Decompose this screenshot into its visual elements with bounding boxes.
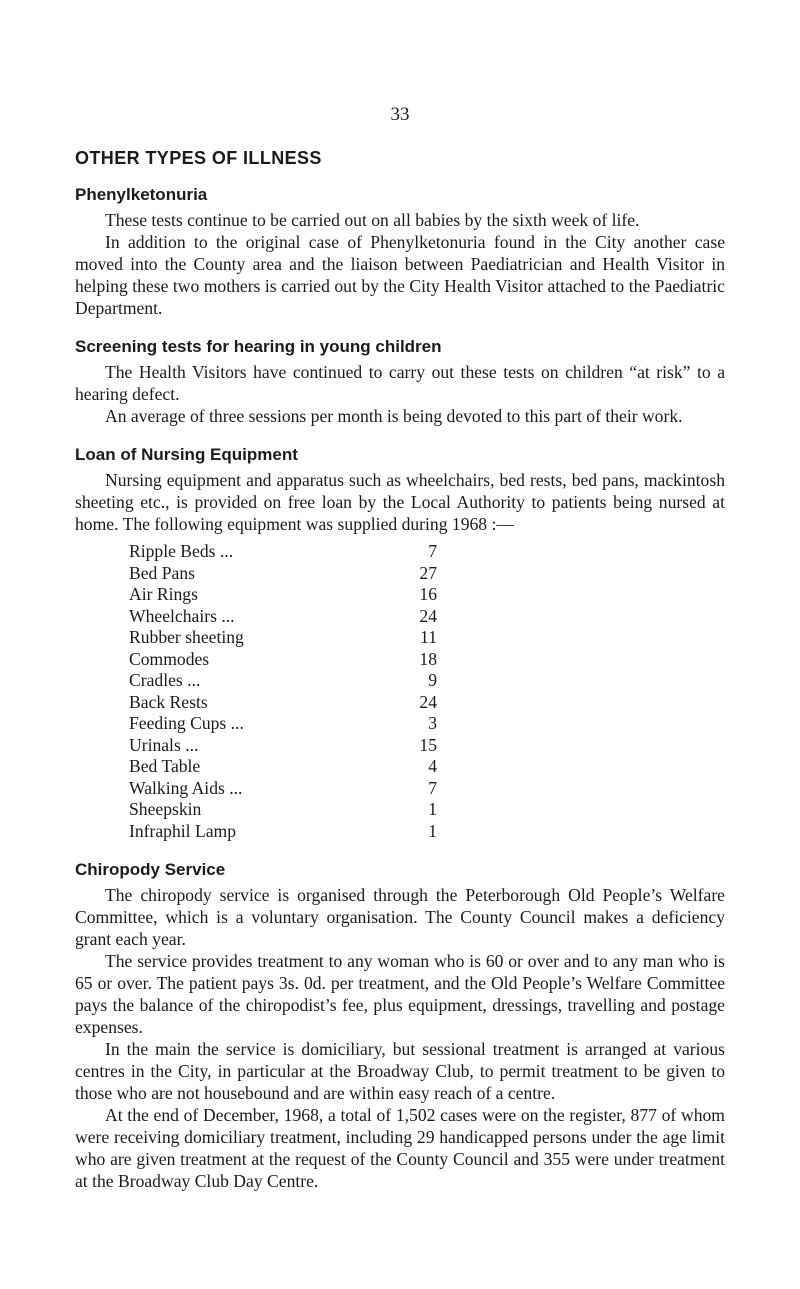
paragraph: At the end of December, 1968, a total of 1,502 cases were on the register, 877 of whom were receiving domiciliary treatment, including 29 handicapped persons under the age limit who are given treatment at the request of the County Council and 355 were under treatment at the Broadway Club Day Centre. [75, 1105, 725, 1191]
equipment-qty: 1 [428, 799, 437, 819]
section-heading: Screening tests for hearing in young children [75, 337, 442, 356]
equipment-qty: 15 [419, 734, 437, 755]
paragraph: Nursing equipment and apparatus such as wheelchairs, bed rests, bed pans, mackintosh sheeting etc., is provided on free loan by the Local Authority to patients being nursed at home. The following equipment was supplied during 1968 :— [75, 470, 725, 534]
paragraph: In addition to the original case of Phenylketonuria found in the City another case moved into the County area and the liaison between Paediatrician and Health Visitor in helping these two mothers is carried out by the City Health Visitor attached to the Paediatric Department. [75, 232, 725, 318]
paragraph: The service provides treatment to any woman who is 60 or over and to any man who is 65 or over. The patient pays 3s. 0d. per treatment, and the Old People’s Welfare Committee pays the balance of the chiropodist’s fee, plus equipment, dressings, travelling and postage expenses. [75, 951, 725, 1037]
equipment-item: Ripple Beds ... [129, 541, 234, 561]
equipment-qty: 7 [428, 777, 437, 798]
equipment-item: Feeding Cups ... [129, 713, 244, 733]
paragraph: The Health Visitors have continued to carry out these tests on children “at risk” to a hearing defect. [75, 362, 725, 404]
section-hearing-screening [75, 337, 725, 427]
equipment-item: Rubber sheeting [129, 627, 244, 647]
equipment-qty: 18 [419, 648, 437, 669]
equipment-qty: 4 [428, 756, 437, 776]
equipment-item: Air Rings [129, 584, 198, 604]
equipment-item: Bed Table [129, 756, 201, 776]
equipment-qty: 1 [428, 820, 437, 841]
section-nursing-equipment [75, 445, 725, 842]
section-heading: Chiropody Service [75, 860, 226, 879]
equipment-qty: 24 [419, 605, 437, 626]
equipment-item: Wheelchairs ... [129, 605, 235, 626]
table-row [129, 563, 437, 585]
equipment-item: Cradles ... [129, 670, 201, 690]
table-row [129, 756, 437, 778]
equipment-item: Infraphil Lamp [129, 820, 236, 841]
equipment-qty: 24 [419, 691, 437, 712]
paragraph: These tests continue to be carried out on all babies by the sixth week of life. [105, 210, 640, 230]
table-row [129, 670, 437, 692]
equipment-qty: 16 [419, 584, 437, 604]
equipment-qty: 9 [428, 670, 437, 690]
table-row [129, 799, 437, 821]
table-row [129, 821, 437, 843]
equipment-item: Walking Aids ... [129, 777, 243, 798]
section-phenylketonuria [75, 185, 725, 319]
equipment-item: Sheepskin [129, 799, 202, 819]
table-row [129, 584, 437, 606]
section-heading: Phenylketonuria [75, 185, 208, 204]
equipment-table [129, 541, 437, 842]
equipment-qty: 11 [420, 627, 437, 647]
equipment-item: Urinals ... [129, 734, 199, 755]
table-row [129, 541, 437, 563]
section-chiropody [75, 860, 725, 1192]
equipment-item: Bed Pans [129, 562, 195, 583]
main-heading: OTHER TYPES OF ILLNESS [75, 148, 322, 168]
table-row [129, 627, 437, 649]
table-row [129, 713, 437, 735]
table-row [129, 692, 437, 714]
paragraph: An average of three sessions per month is being devoted to this part of their work. [105, 406, 683, 426]
table-row [129, 649, 437, 671]
paragraph: The chiropody service is organised through the Peterborough Old People’s Welfare Committee, which is a voluntary organisation. The County Council makes a deficiency grant each year. [75, 885, 725, 949]
page-number: 33 [390, 104, 410, 125]
section-heading: Loan of Nursing Equipment [75, 445, 298, 464]
table-row [129, 735, 437, 757]
table-row [129, 778, 437, 800]
equipment-qty: 3 [428, 713, 437, 733]
equipment-item: Commodes [129, 648, 210, 669]
equipment-qty: 7 [428, 541, 437, 561]
page-content [75, 148, 725, 1210]
paragraph: In the main the service is domiciliary, but sessional treatment is arranged at various centres in the City, in particular at the Broadway Club, to permit treatment to be given to those who are not housebound and are within easy reach of a centre. [75, 1039, 725, 1103]
equipment-item: Back Rests [129, 691, 208, 712]
table-row [129, 606, 437, 628]
equipment-qty: 27 [419, 562, 437, 583]
